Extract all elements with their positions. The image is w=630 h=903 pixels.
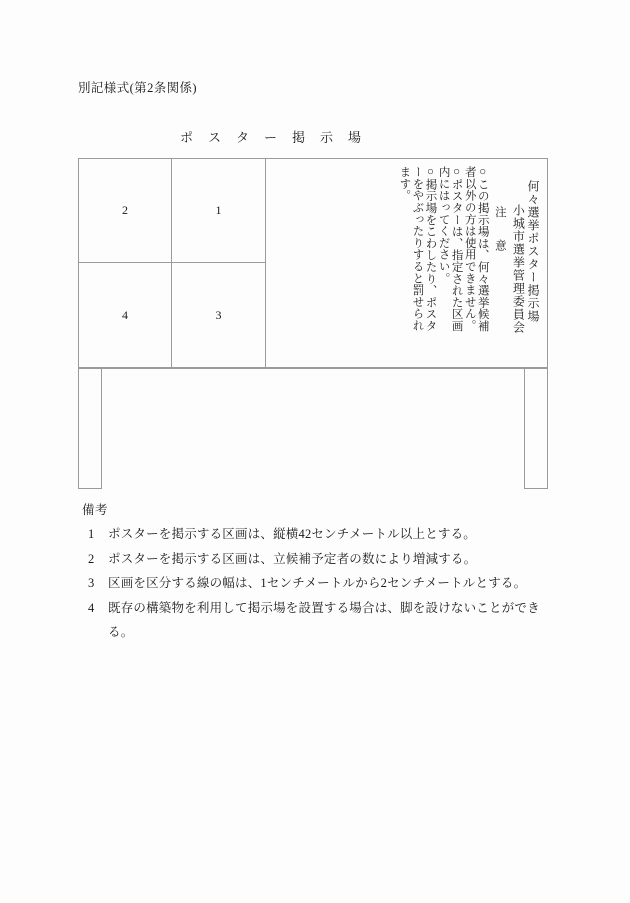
notice-item-line: ○掲示場をこわしたり、ポスタ [424, 166, 437, 332]
signboard-leg-right [524, 368, 548, 489]
remark-item [82, 547, 552, 571]
notice-item-line: 内にはってください。 [437, 166, 450, 284]
notice-item-line: ーをやぶったりすると罰せられ [411, 166, 424, 332]
signboard-owner-authority: 小城市選挙管理委員会 [511, 204, 526, 334]
signboard-base-line [78, 368, 548, 369]
remark-text: 区画を区分する線の幅は、1センチメートルから2センチメートルとする。 [108, 576, 527, 591]
remark-number: 3 [88, 576, 95, 591]
notice-heading: 注意 [493, 206, 506, 273]
notice-item-line: ○この掲示場は、何々選挙候補 [476, 166, 489, 332]
remark-item [82, 571, 552, 595]
form-reference: 別記様式(第2条関係) [78, 81, 197, 95]
poster-section-cell [79, 159, 172, 263]
notice-item-line: ます。 [398, 166, 411, 202]
remark-item [82, 596, 552, 645]
remarks-section [82, 498, 552, 644]
remark-text: 既存の構築物を利用して掲示場を設置する場合は、脚を設けないことができる。 [108, 600, 540, 639]
remark-text: ポスターを掲示する区画は、立候補予定者の数により増減する。 [108, 551, 477, 566]
poster-section-number: 3 [215, 307, 222, 322]
remark-number: 4 [88, 600, 95, 615]
remarks-title: 備考 [82, 503, 109, 517]
remark-number: 1 [88, 527, 95, 542]
notice-item-line: ○ポスターは、指定された区画 [450, 166, 463, 332]
signboard-leg-left [78, 368, 102, 489]
poster-section-number: 4 [122, 307, 128, 322]
poster-section-grid [79, 159, 266, 367]
remark-text: ポスターを掲示する区画は、縦横42センチメートル以上とする。 [108, 527, 477, 542]
remark-item [82, 522, 552, 546]
poster-section-number: 1 [215, 203, 222, 217]
notice-item-line: 者以外の方は使用できません。 [463, 166, 476, 332]
poster-section-cell [79, 263, 172, 367]
signboard-owner-title: 何々選挙ポスター掲示場 [526, 180, 540, 323]
poster-section-cell [172, 159, 265, 263]
poster-signboard-diagram [78, 158, 548, 368]
poster-section-number: 2 [122, 203, 128, 217]
poster-section-cell [172, 263, 265, 367]
remark-number: 2 [88, 551, 95, 566]
page-title: ポスター掲示場 [180, 130, 377, 145]
notice-panel [266, 159, 547, 367]
